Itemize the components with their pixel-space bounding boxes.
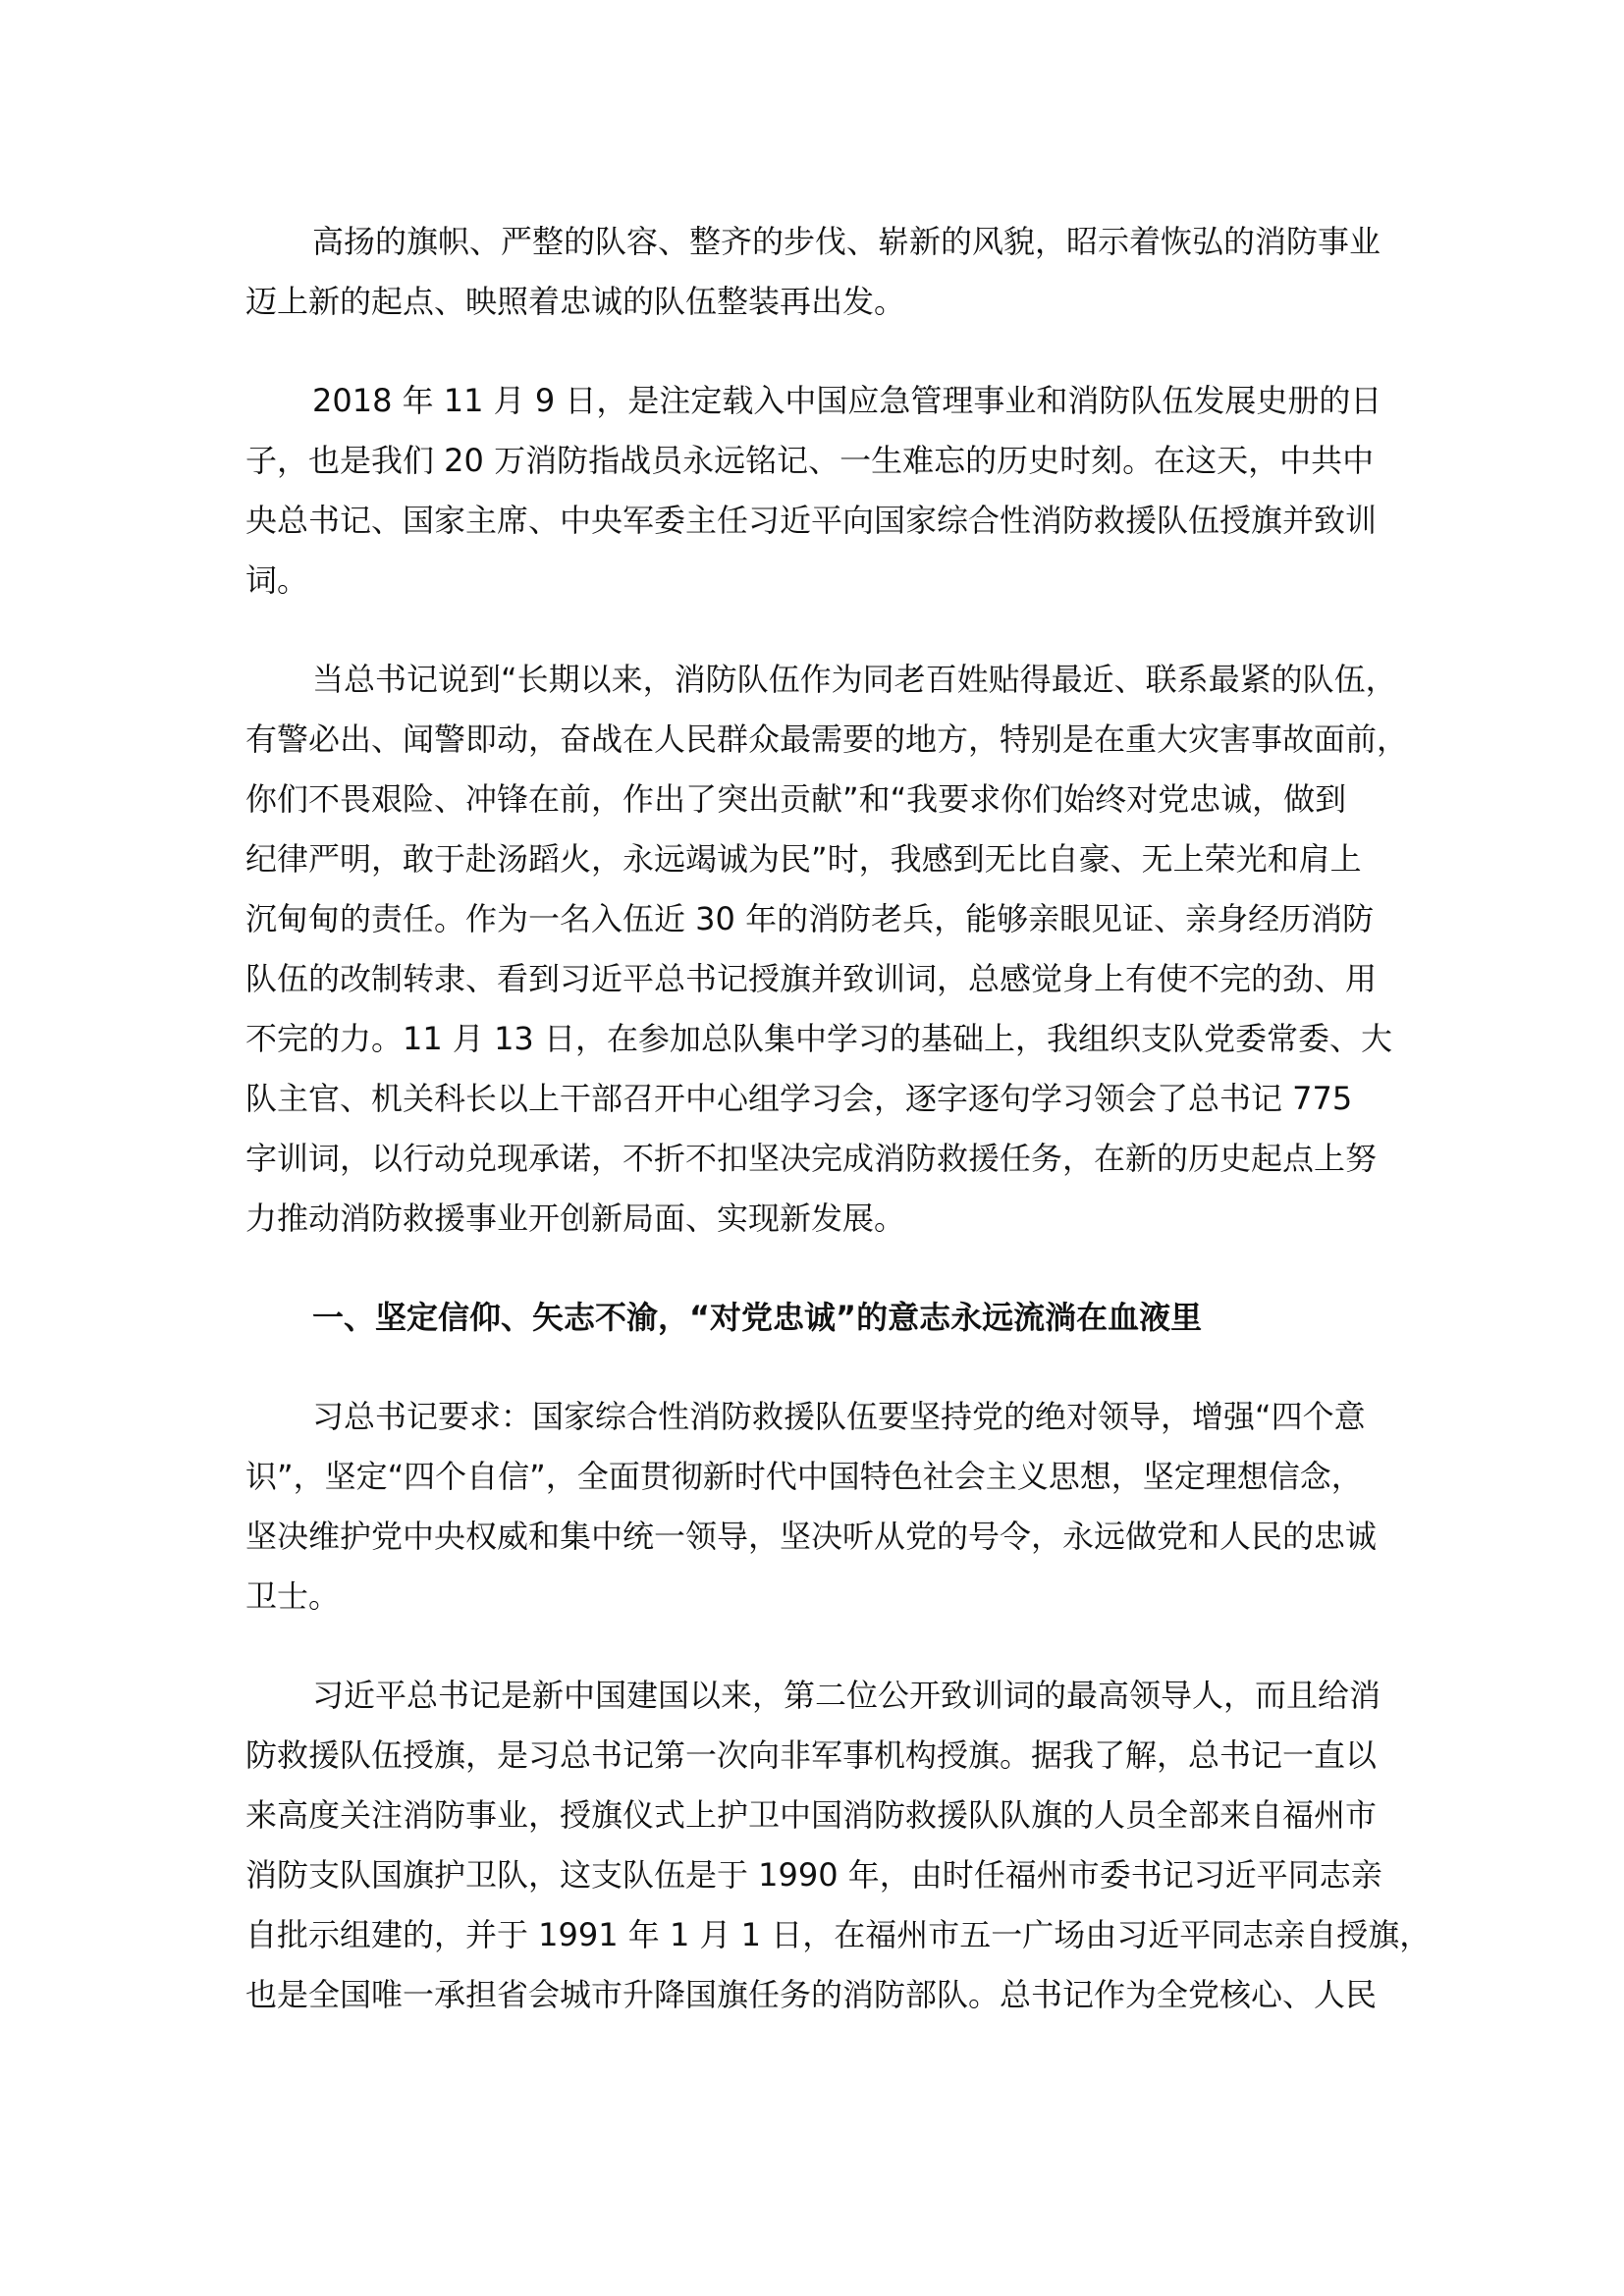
text-line: 2018 年 11 月 9 日，是注定载入中国应急管理事业和消防队伍发展史册的日 xyxy=(312,382,1382,419)
text-line: 来高度关注消防事业，授旗仪式上护卫中国消防救援队队旗的人员全部来自福州市 xyxy=(245,1796,1378,1834)
text-line: 有警必出、闻警即动，奋战在人民群众最需要的地方，特别是在重大灾害事故面前， xyxy=(245,721,1409,758)
paragraph-speech xyxy=(245,650,1409,1249)
text-line: 子，也是我们 20 万消防指战员永远铭记、一生难忘的历史时刻。在这天，中共中 xyxy=(245,442,1375,479)
text-line: 字训词，以行动兑现承诺，不折不扣坚决完成消防救援任务，在新的历史起点上努 xyxy=(245,1140,1378,1177)
text-line: 卫士。 xyxy=(245,1577,341,1615)
heading-line: 一、坚定信仰、矢志不渝，“对党忠诚”的意志永远流淌在血液里 xyxy=(312,1299,1203,1336)
text-line: 央总书记、国家主席、中央军委主任习近平向国家综合性消防救援队伍授旗并致训 xyxy=(245,502,1378,539)
document-page xyxy=(245,212,1432,2025)
paragraph-gap xyxy=(245,1348,1384,1387)
text-line: 词。 xyxy=(245,561,309,599)
paragraph-requirement xyxy=(245,1387,1384,1627)
text-line: 识”，坚定“四个自信”，全面贯彻新时代中国特色社会主义思想，坚定理想信念， xyxy=(245,1458,1363,1495)
text-line: 迈上新的起点、映照着忠诚的队伍整装再出发。 xyxy=(245,283,906,320)
text-line: 力推动消防救援事业开创新局面、实现新发展。 xyxy=(245,1200,906,1237)
text-line: 纪律严明，敢于赴汤蹈火，永远竭诚为民”时，我感到无比自豪、无上荣光和肩上 xyxy=(245,840,1362,878)
text-line: 高扬的旗帜、严整的队容、整齐的步伐、崭新的风貌，昭示着恢弘的消防事业 xyxy=(312,223,1381,260)
paragraph-gap xyxy=(245,332,1384,371)
text-line: 队伍的改制转隶、看到习近平总书记授旗并致训词，总感觉身上有使不完的劲、用 xyxy=(245,960,1378,997)
text-line: 自批示组建的，并于 1991 年 1 月 1 日，在福州市五一广场由习近平同志亲自授旗， xyxy=(245,1916,1432,1953)
text-line: 队主官、机关科长以上干部召开中心组学习会，逐字逐句学习领会了总书记 775 xyxy=(245,1080,1353,1117)
paragraph-gap xyxy=(245,1627,1384,1666)
paragraph-gap xyxy=(245,1249,1384,1288)
text-line: 习总书记要求：国家综合性消防救援队伍要坚持党的绝对领导，增强“四个意 xyxy=(312,1398,1366,1435)
text-line: 习近平总书记是新中国建国以来，第二位公开致训词的最高领导人，而且给消 xyxy=(312,1677,1381,1714)
text-line: 也是全国唯一承担省会城市升降国旗任务的消防部队。总书记作为全党核心、人民 xyxy=(245,1976,1378,2013)
text-line: 你们不畏艰险、冲锋在前，作出了突出贡献”和“我要求你们始终对党忠诚，做到 xyxy=(245,780,1347,818)
text-line: 消防支队国旗护卫队，这支队伍是于 1990 年，由时任福州市委书记习近平同志亲 xyxy=(245,1856,1382,1894)
text-line: 不完的力。11 月 13 日，在参加总队集中学习的基础上，我组织支队党委常委、大 xyxy=(245,1020,1392,1057)
paragraph-history xyxy=(245,1666,1432,2025)
text-line: 坚决维护党中央权威和集中统一领导，坚决听从党的号令，永远做党和人民的忠诚 xyxy=(245,1518,1378,1555)
paragraph-gap xyxy=(245,611,1384,650)
paragraph-intro xyxy=(245,212,1384,332)
text-line: 当总书记说到“长期以来，消防队伍作为同老百姓贴得最近、联系最紧的队伍， xyxy=(312,661,1397,698)
text-line: 防救援队伍授旗，是习总书记第一次向非军事机构授旗。据我了解，总书记一直以 xyxy=(245,1736,1378,1774)
text-line: 沉甸甸的责任。作为一名入伍近 30 年的消防老兵，能够亲眼见证、亲身经历消防 xyxy=(245,900,1375,937)
paragraph-date xyxy=(245,371,1384,611)
section-heading xyxy=(245,1288,1384,1348)
